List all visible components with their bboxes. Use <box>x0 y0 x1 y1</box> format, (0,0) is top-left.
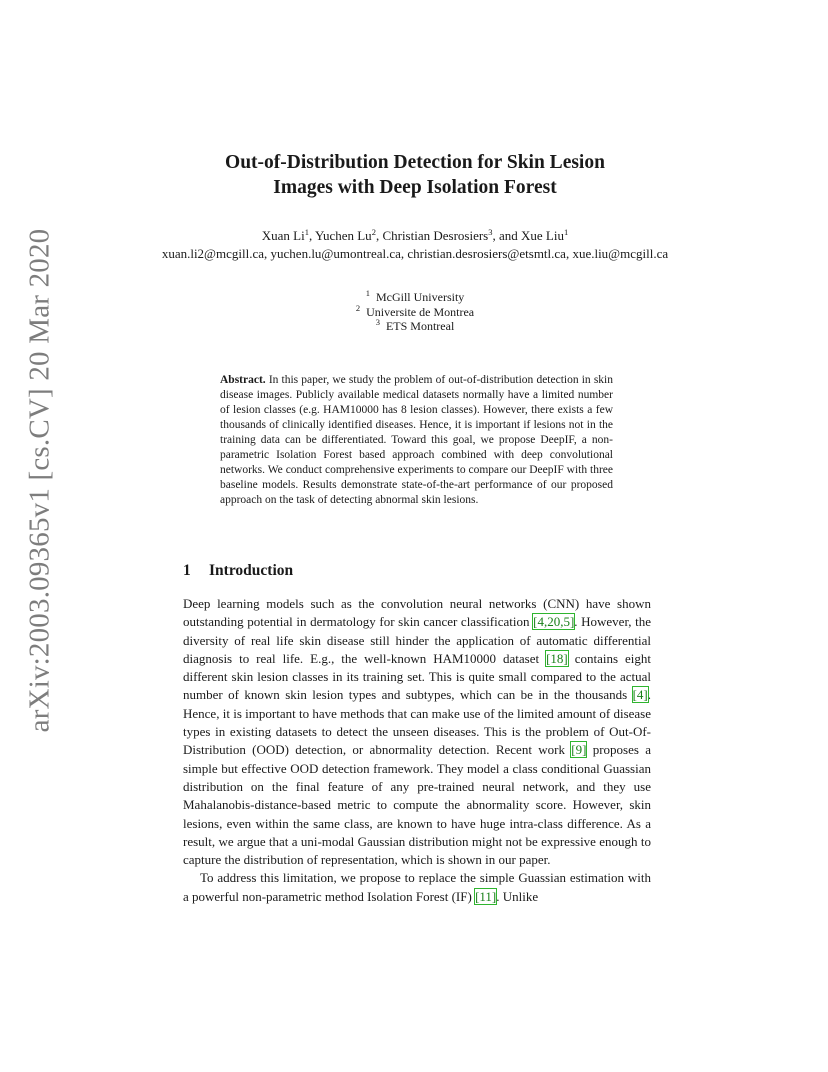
introduction-body <box>183 595 651 906</box>
paragraph <box>183 595 651 869</box>
abstract-label: Abstract. <box>220 374 266 386</box>
section-title: Introduction <box>209 562 294 579</box>
author-list <box>120 228 710 244</box>
author-name: , Yuchen Lu <box>308 228 372 243</box>
arxiv-identifier-text: arXiv:2003.09365v1 [cs.CV] 20 Mar 2020 <box>23 228 56 732</box>
affiliation-item <box>120 290 710 305</box>
affiliation-mark: 2 <box>355 302 361 313</box>
paper-title-line-2: Images with Deep Isolation Forest <box>273 177 557 198</box>
arxiv-identifier <box>20 228 60 732</box>
section-heading-introduction <box>183 561 293 581</box>
text-run: . However, the diversity of real life skin disease still hinder the application of automatic differential diagnosis to real life. E.g., the well-known HAM10000 dataset <box>183 614 651 666</box>
paper-title-line-1: Out-of-Distribution Detection for Skin Lesion <box>225 152 605 173</box>
abstract <box>220 373 613 508</box>
author-affiliation-mark: 3 <box>488 227 493 237</box>
citation-link[interactable]: [4,20,5] <box>533 614 575 630</box>
affiliation-mark: 1 <box>365 288 370 298</box>
text-run: . Unlike <box>496 888 539 904</box>
paragraph <box>183 869 651 906</box>
author-name: , Christian Desrosiers <box>375 228 489 243</box>
author-affiliation-mark: 2 <box>371 227 376 237</box>
affiliation-list <box>120 290 710 334</box>
affiliation-mark: 3 <box>375 317 380 327</box>
author-emails: xuan.li2@mcgill.ca, yuchen.lu@umontreal.ca, christian.desrosiers@etsmtl.ca, xue.liu@mcgill.ca <box>161 246 669 261</box>
affiliation-item <box>120 302 710 320</box>
affiliation-name: Universite de Montrea <box>366 304 475 319</box>
text-run: Deep learning models such as the convolution neural networks (CNN) have shown outstanding potential in dermatology for skin cancer classification <box>183 596 651 630</box>
author-affiliation-mark: 1 <box>304 227 309 237</box>
text-run: To address this limitation, we propose to replace the simple Guassian estimation with a powerful non-parametric method Isolation Forest (IF) <box>183 870 651 904</box>
affiliation-item <box>120 319 710 334</box>
paper-title <box>120 150 710 200</box>
citation-link[interactable]: [9] <box>571 742 587 758</box>
affiliation-name: McGill University <box>375 290 465 304</box>
citation-link[interactable]: [18] <box>546 650 568 666</box>
author-affiliation-mark: 1 <box>563 227 569 237</box>
citation-link[interactable]: [11] <box>475 888 497 904</box>
author-name: Xuan Li <box>261 228 305 243</box>
author-name: , and Xue Liu <box>492 228 564 243</box>
abstract-text: In this paper, we study the problem of out-of-distribution detection in skin disease images. Publicly available medical datasets normally have a limited number of lesion classes (e.g. HAM10000 has 8 lesion classes). However, there exists a few thousands of clinically identified diseases. Hence, it is important if lesions not in the training data can be differentiated. Toward this goal, we propose DeepIF, a non-parametric Isolation Forest based approach combined with deep convolutional networks. We conduct comprehensive experiments to compare our DeepIF with three baseline models. Results demonstrate state-of-the-art performance of our proposed approach on the task of detecting abnormal skin lesions. <box>220 374 613 506</box>
text-run: . Hence, it is important to have methods that can make use of the limited amount of disease types in existing datasets to detect the unseen diseases. This is the problem of Out-Of-Distribution (OOD) detection, or abnormality detection. Recent work <box>183 687 651 758</box>
affiliation-name: ETS Montreal <box>385 319 455 333</box>
citation-link[interactable]: [4] <box>632 687 648 703</box>
text-run: contains eight different skin lesion classes in its training set. This is quite small compared to the actual number of known skin lesion types and subtypes, which can be in the thousands <box>183 650 651 703</box>
text-run: proposes a simple but effective OOD detection framework. They model a class conditional Guassian distribution on the final feature of any pre-trained neural network, and they use Mahalanobis-distance-based metric to compute the abnormality score. However, skin lesions, even within the same class, are known to have huge intra-class difference. As a result, we argue that a uni-modal Gaussian distribution might not be expressive enough to capture the distribution of representation, which is shown in our paper. <box>183 742 651 868</box>
section-number: 1 <box>183 562 191 579</box>
